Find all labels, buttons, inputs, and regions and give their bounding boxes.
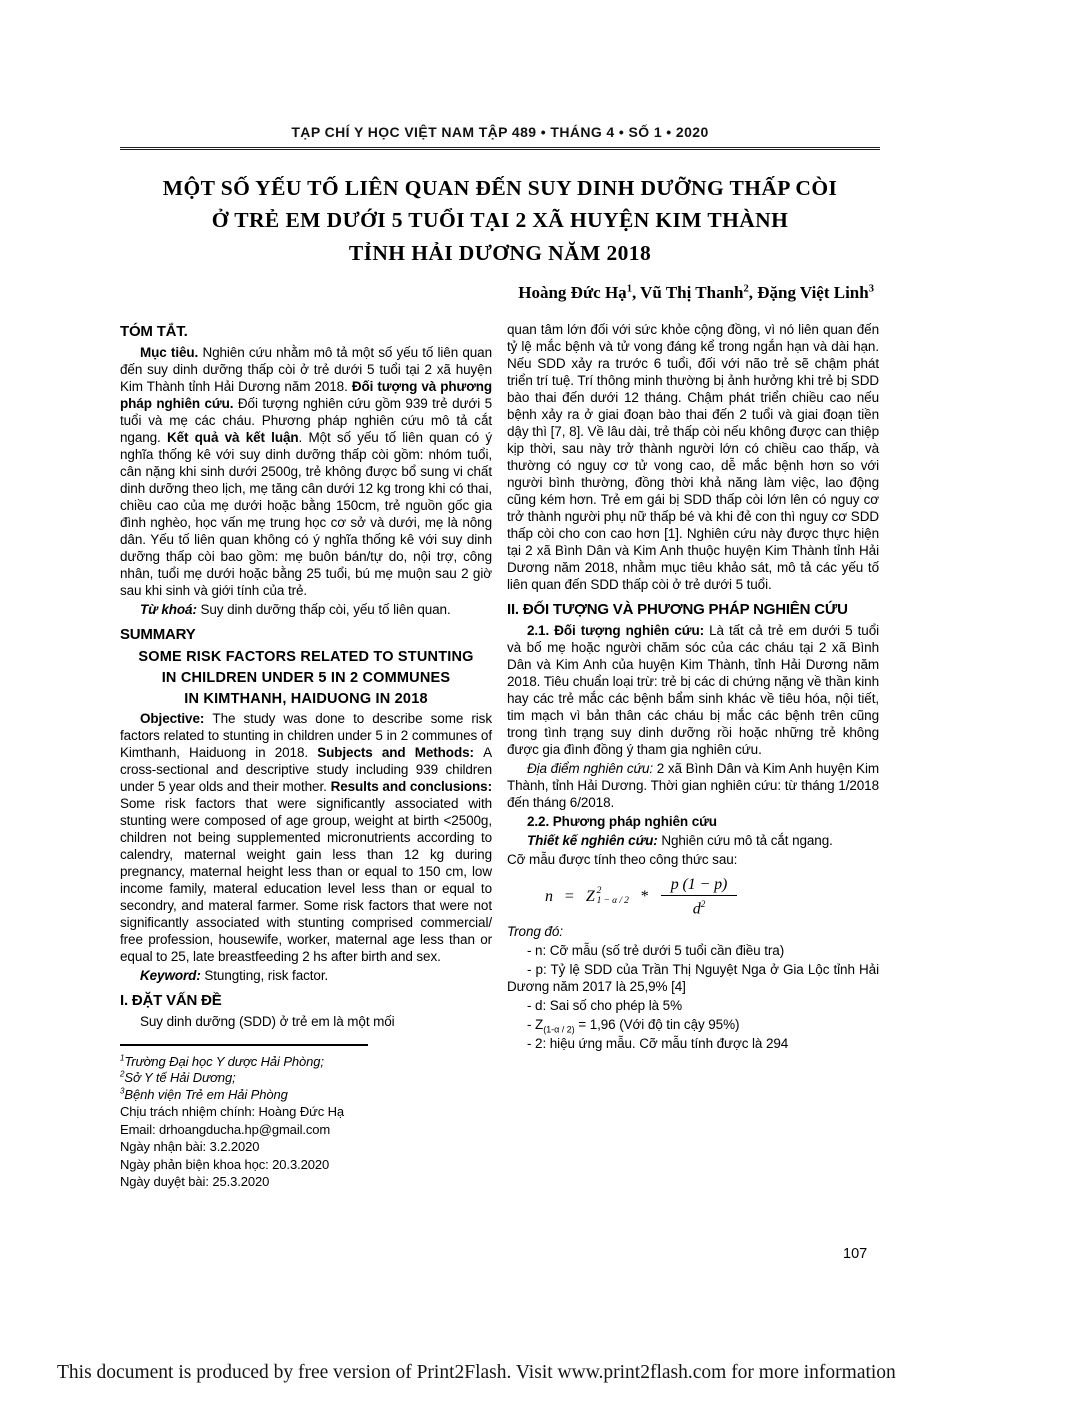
where-label: Trong đó: xyxy=(507,924,563,940)
summary-title-line-3: IN KIMTHANH, HAIDUONG IN 2018 xyxy=(184,690,428,707)
intro-first-line: Suy dinh dưỡng (SDD) ở trẻ em là một mối xyxy=(140,1013,395,1029)
article-title-line-1: MỘT SỐ YẾU TỐ LIÊN QUAN ĐẾN SUY DINH DƯỠNG THẤP CÒI xyxy=(162,176,838,200)
formula-item-p: - p: Tỷ lệ SDD của Trần Thị Nguyệt Nga ở Gia Lộc tỉnh Hải Dương năm 2017 là 25,9% [4] xyxy=(507,962,879,995)
formula-z-exponent: 2 xyxy=(596,886,602,897)
affiliation-1: $^1$Trường Đại học Y dược Hải Phòng; xyxy=(120,1053,324,1069)
summary-title-line-2: IN CHILDREN UNDER 5 IN 2 COMMUNES xyxy=(161,669,451,686)
summary-title-line-1: SOME RISK FACTORS RELATED TO STUNTING xyxy=(138,648,474,665)
page-number: 107 xyxy=(843,1246,868,1262)
two-column-body xyxy=(120,321,880,1191)
formula-item-deff: - 2: hiệu ứng mẫu. Cỡ mẫu tính được là 294 xyxy=(527,1036,789,1052)
sample-size-formula xyxy=(545,876,879,917)
article-title-line-3: TỈNH HẢI DƯƠNG NĂM 2018 xyxy=(348,240,652,265)
footnote-divider xyxy=(120,1044,368,1046)
summary-title xyxy=(120,647,492,710)
summary-heading: SUMMARY xyxy=(120,625,196,643)
responsible-author-line: Chịu trách nhiệm chính: Hoàng Đức Hạ xyxy=(120,1104,345,1120)
abstract-vi-heading: TÓM TẮT. xyxy=(120,322,188,340)
formula-z: Z xyxy=(585,887,595,905)
formula-n: n xyxy=(545,887,553,905)
methods-design-paragraph: Thiết kế nghiên cứu: Nghiên cứu mô tả cắt ngang. xyxy=(527,832,833,848)
formula-numerator: p (1 − p) xyxy=(661,876,738,896)
article-title xyxy=(120,172,880,269)
left-column xyxy=(120,321,492,1191)
sample-size-intro-line: Cỡ mẫu được tính theo công thức sau: xyxy=(507,851,738,867)
affiliation-3: $^3$Bệnh viện Trẻ em Hải Phòng xyxy=(120,1086,288,1102)
right-column xyxy=(507,321,879,1191)
formula-z-term xyxy=(586,886,629,906)
journal-header: TẠP CHÍ Y HỌC VIỆT NAM TẬP 489 • THÁNG 4 • SỐ 1 • 2020 xyxy=(120,124,880,150)
formula-item-d: - d: Sai số cho phép là 5% xyxy=(527,998,682,1014)
methods-subjects-paragraph: 2.1. Đối tượng nghiên cứu: Là tất cả trẻ em dưới 5 tuổi và bố mẹ hoặc người chăm sóc của các cháu tại 2 xã Bình Dân và Kim Anh của huyện Kim Thành, tỉnh Hải Dương năm 2018. Tiêu chuẩn loại trừ: trẻ bị các di chứng nặng về thần kinh hay các trẻ mắc các bệnh bẩm sinh khác về tiêu hóa, nội tiết, tim mạch vì bản thân các cháu bị mắc các bệnh trên cũng trong tình trạng suy dinh dưỡng rồi hoặc những trẻ không được gia đình đồng ý tham gia nghiên cứu. xyxy=(507,622,880,757)
formula-item-z: - $Z_{(1-\alpha / 2)} = 1,96$ (Với độ tin cậy 95%) xyxy=(527,1017,740,1035)
formula-z-scripts xyxy=(597,886,629,906)
reviewed-date-line: Ngày phản biện khoa học: 20.3.2020 xyxy=(120,1156,330,1172)
formula-item-n: - n: Cỡ mẫu (số trẻ dưới 5 tuổi cần điều tra) xyxy=(527,943,785,959)
abstract-vi-keywords: Từ khoá: Suy dinh dưỡng thấp còi, yếu tố liên quan. xyxy=(140,601,451,617)
email-line: Email: drhoangducha.hp@gmail.com xyxy=(120,1121,331,1137)
formula-fraction xyxy=(661,876,738,917)
abstract-vi-paragraph: Mục tiêu. Nghiên cứu nhằm mô tả một số yếu tố liên quan đến suy dinh dưỡng thấp còi ở trẻ dưới 5 tuổi tại 2 xã huyện Kim Thành tỉnh Hải Dương năm 2018. Đối tượng và phương pháp nghiên cứu. Đối tượng nghiên cứu gồm 939 trẻ dưới 5 tuổi và mẹ các cháu. Phương pháp nghiên cứu mô tả cắt ngang. Kết quả và kết luận. Một số yếu tố liên quan có ý nghĩa thống kê với suy dinh dưỡng thấp còi gồm: nhóm tuổi, cân nặng khi sinh dưới 2500g, trẻ không được bổ sung vi chất dinh dưỡng theo lịch, mẹ tăng cân dưới 12 kg trong khi có thai, chiều cao của mẹ dưới hoặc bằng 150cm, trẻ nguồn gốc gia đình nghèo, học vấn mẹ trung học cơ sở và dưới, mẹ là nông dân. Yếu tố liên quan không có ý nghĩa thống kê với suy dinh dưỡng thấp còi bao gồm: mẹ buôn bán/tự do, nội trợ, công nhân, tuổi mẹ dưới hoặc bằng 25 tuổi, bú mẹ muộn sau 2 giờ sau khi sinh và giới tính của trẻ. xyxy=(120,344,492,598)
intro-continuation-paragraph: quan tâm lớn đối với sức khỏe cộng đồng, vì nó liên quan đến tỷ lệ mắc bệnh và tử vong đáng kể trong ngắn hạn và dài hạn. Nếu SDD xảy ra trước 6 tuổi, đối với não trẻ sẽ chậm phát triển trí tuệ. Trí thông minh thường bị ảnh hưởng khi trẻ bị SDD bào thai đến dưới 12 tháng. Chậm phát triển chiều cao nếu bệnh xảy ra ở giai đoạn bào thai đến 2 tuổi và giai đoạn tiền dậy thì [7, 8]. Về lâu dài, trẻ thấp còi nếu không được can thiệp kịp thời, sau này trở thành người lớn có chiều cao thấp, và thường có nguy cơ tử vong cao, dễ mắc bệnh hơn so với người bình thường, đồng thời khả năng làm việc, lao động cũng kém hơn. Trẻ em gái bị SDD thấp còi lớn lên có nguy cơ trở thành người phụ nữ thấp bé và khi đẻ con thì nguy cơ SDD thấp còi cho con cao hơn [1]. Nghiên cứu này được thực hiện tại 2 xã Bình Dân và Kim Anh thuộc huyện Kim Thành tỉnh Hải Dương năm 2018, nhằm mục tiêu khảo sát, mô tả các yếu tố liên quan đến SDD thấp còi ở trẻ dưới 5 tuổi. xyxy=(507,321,879,592)
methods-heading: II. ĐỐI TƯỢNG VÀ PHƯƠNG PHÁP NGHIÊN CỨU xyxy=(507,600,848,618)
formula-equals: = xyxy=(564,887,574,905)
summary-paragraph: Objective: The study was done to describe some risk factors related to stunting in children under 5 in 2 communes of Kimthanh, Haiduong in 2018. Subjects and Methods: A cross-sectional and descriptive study including 939 children under 5 year olds and their mother. Results and conclusions: Some risk factors that were significantly associated with stunting were composed of age group, weight at birth <2500g, children not being supplemented micronutrients according to calendry, maternal weight gain less than 12 kg during pregnancy, maternal height less than or equal to 150 cm, low income family, materal education level less than or equal to secondry, and materal farmer. Some risk factors that were not significantly associated with stunting comprised commercial/ free profession, housewife, worker, maternal age less than or equal to 25, late breastfeeding 2 hs after birth and sex. xyxy=(120,710,492,964)
formula-z-subscript: 1 − α / 2 xyxy=(596,896,629,907)
affiliation-2: $^2$Sở Y tế Hải Dương; xyxy=(120,1069,236,1086)
formula-d: d xyxy=(692,900,701,918)
footnote-block xyxy=(120,1044,492,1191)
methods-location-paragraph: Địa điểm nghiên cứu: 2 xã Bình Dân và Kim Anh huyện Kim Thành, tỉnh Hải Dương. Thời gian nghiên cứu: từ tháng 1/2018 đến tháng 6/2018. xyxy=(507,760,879,810)
received-date-line: Ngày nhận bài: 3.2.2020 xyxy=(120,1139,260,1155)
intro-heading: I. ĐẶT VẤN ĐỀ xyxy=(120,991,222,1009)
methods-sub2-heading: 2.2. Phương pháp nghiên cứu xyxy=(527,813,717,829)
page-content xyxy=(120,124,880,1191)
article-title-line-2: Ở TRẺ EM DƯỚI 5 TUỔI TẠI 2 XÃ HUYỆN KIM THÀNH xyxy=(211,208,789,233)
authors-line: Hoàng Đức Hạ$^1$, Vũ Thị Thanh$^2$, Đặng Việt Linh$^3$ xyxy=(518,282,874,302)
print2flash-banner: This document is produced by free version of Print2Flash. Visit www.print2flash.com for more information xyxy=(57,1362,896,1383)
formula-d-exponent: 2 xyxy=(700,899,706,910)
accepted-date-line: Ngày duyệt bài: 25.3.2020 xyxy=(120,1174,270,1190)
formula-denominator xyxy=(693,896,706,917)
formula-multiply: * xyxy=(640,887,649,905)
summary-keywords: Keyword: Stungting, risk factor. xyxy=(140,967,329,983)
